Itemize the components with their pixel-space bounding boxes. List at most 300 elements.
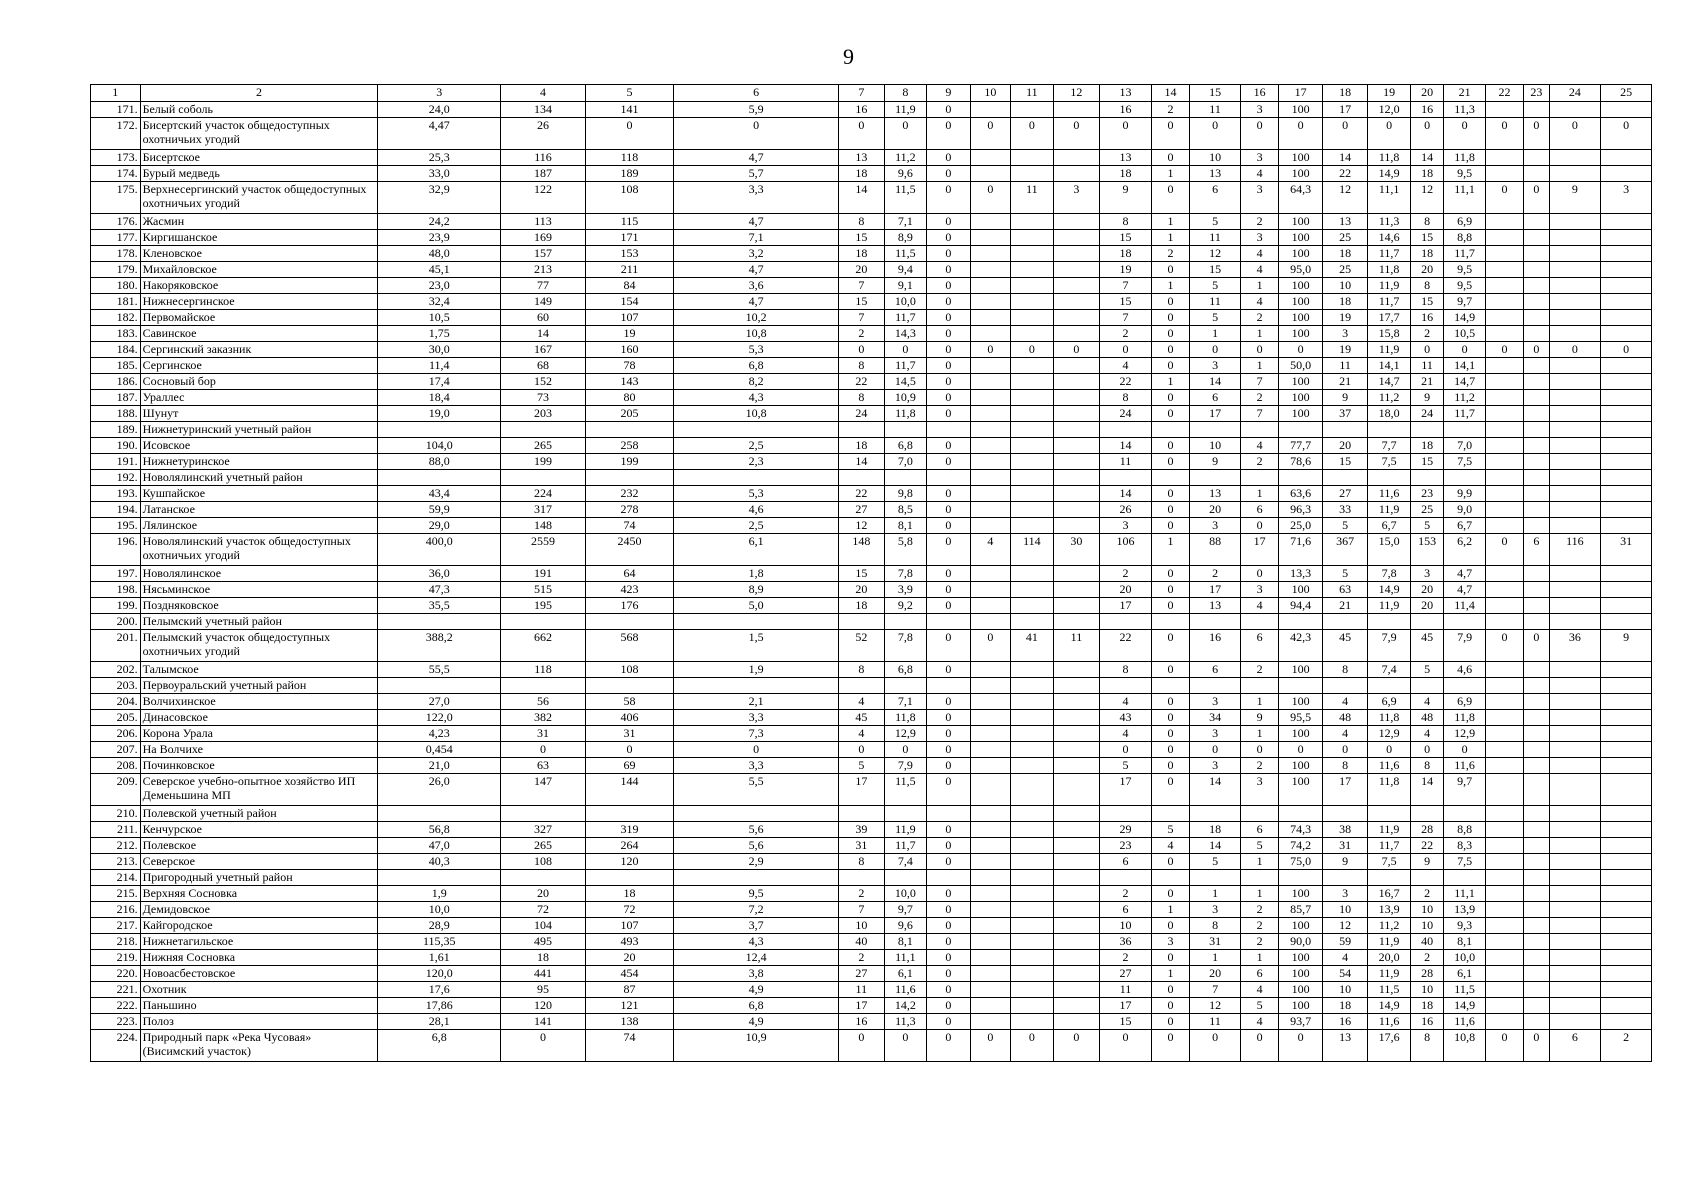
table-cell: 113 <box>500 214 585 230</box>
table-cell: 2 <box>1190 566 1241 582</box>
row-number: 184. <box>91 342 141 358</box>
table-cell <box>1524 502 1549 518</box>
row-number: 207. <box>91 742 141 758</box>
table-cell: 23,0 <box>378 278 500 294</box>
table-cell <box>1053 582 1100 598</box>
table-cell: 11 <box>1011 182 1054 214</box>
table-cell: 73 <box>500 390 585 406</box>
table-cell: 3 <box>1240 582 1278 598</box>
table-cell <box>1240 614 1278 630</box>
table-cell: 5 <box>1240 838 1278 854</box>
table-cell: 0 <box>1151 294 1189 310</box>
table-cell <box>1524 694 1549 710</box>
table-cell: 6,7 <box>1444 518 1486 534</box>
table-cell <box>1053 694 1100 710</box>
table-cell <box>586 422 674 438</box>
row-number: 216. <box>91 902 141 918</box>
column-header: 2 <box>140 85 378 102</box>
table-cell: 11,8 <box>884 406 927 422</box>
row-number: 195. <box>91 518 141 534</box>
table-cell: 72 <box>586 902 674 918</box>
table-cell <box>1444 422 1486 438</box>
table-cell: 31 <box>500 726 585 742</box>
table-cell <box>1485 294 1523 310</box>
table-cell: 2 <box>1240 902 1278 918</box>
table-cell: 0 <box>927 742 971 758</box>
table-cell: 100 <box>1279 326 1323 342</box>
row-number: 181. <box>91 294 141 310</box>
table-row <box>91 390 1652 406</box>
table-cell: 9,4 <box>884 262 927 278</box>
table-cell <box>1601 390 1652 406</box>
table-cell <box>1524 582 1549 598</box>
table-cell: 4,7 <box>674 294 839 310</box>
table-row <box>91 166 1652 182</box>
table-cell: 11,8 <box>1368 774 1411 806</box>
table-cell: 19 <box>1322 342 1368 358</box>
table-cell: 3,3 <box>674 710 839 726</box>
table-row <box>91 182 1652 214</box>
table-cell: 50,0 <box>1279 358 1323 374</box>
table-cell: 0 <box>1524 118 1549 150</box>
table-cell: 11,4 <box>1444 598 1486 614</box>
table-cell <box>1011 246 1054 262</box>
table-cell: 154 <box>586 294 674 310</box>
table-cell <box>1601 406 1652 422</box>
table-cell <box>674 806 839 822</box>
table-cell <box>1601 742 1652 758</box>
table-cell <box>970 870 1010 886</box>
table-cell: 11,9 <box>1368 934 1411 950</box>
table-cell: 10,5 <box>378 310 500 326</box>
table-cell: 141 <box>586 102 674 118</box>
table-cell: 18 <box>1322 246 1368 262</box>
table-cell: 0 <box>674 742 839 758</box>
table-cell: 0 <box>839 342 885 358</box>
table-cell: 4 <box>839 694 885 710</box>
table-cell: 59 <box>1322 934 1368 950</box>
table-cell: 4 <box>1322 726 1368 742</box>
table-cell <box>1053 950 1100 966</box>
table-cell: 3 <box>1190 902 1241 918</box>
table-cell <box>1601 422 1652 438</box>
table-cell: 20 <box>500 886 585 902</box>
table-cell: 27 <box>1100 966 1152 982</box>
table-cell <box>927 870 971 886</box>
table-cell: 5 <box>1100 758 1152 774</box>
table-cell <box>1485 998 1523 1014</box>
table-cell <box>674 870 839 886</box>
table-cell: 11,8 <box>1368 262 1411 278</box>
table-cell: 19 <box>586 326 674 342</box>
table-cell: 27 <box>1322 486 1368 502</box>
table-cell: 9,7 <box>1444 294 1486 310</box>
table-cell <box>1485 470 1523 486</box>
table-cell <box>1524 406 1549 422</box>
table-cell <box>927 470 971 486</box>
table-cell: 20 <box>1322 438 1368 454</box>
table-cell: 34 <box>1190 710 1241 726</box>
table-cell <box>1601 758 1652 774</box>
table-cell <box>1601 918 1652 934</box>
table-cell: 5 <box>1190 214 1241 230</box>
table-cell: 14 <box>1100 438 1152 454</box>
table-cell <box>1549 694 1601 710</box>
table-cell: 9,3 <box>1444 918 1486 934</box>
ground-name: Бурый медведь <box>140 166 378 182</box>
table-cell: 8 <box>1100 390 1152 406</box>
table-cell <box>1485 854 1523 870</box>
table-cell <box>1279 678 1323 694</box>
table-cell: 108 <box>586 662 674 678</box>
table-cell: 0 <box>927 326 971 342</box>
ground-name: Верхняя Сосновка <box>140 886 378 902</box>
table-row <box>91 214 1652 230</box>
table-cell <box>1240 422 1278 438</box>
table-cell <box>970 166 1010 182</box>
table-cell <box>1601 822 1652 838</box>
table-cell: 2 <box>1151 246 1189 262</box>
table-cell <box>1549 486 1601 502</box>
column-header: 23 <box>1524 85 1549 102</box>
table-cell: 0 <box>1601 342 1652 358</box>
table-cell <box>970 982 1010 998</box>
table-cell: 115 <box>586 214 674 230</box>
table-cell: 0 <box>1151 358 1189 374</box>
table-cell <box>1053 278 1100 294</box>
table-cell: 4,6 <box>1444 662 1486 678</box>
table-cell: 31 <box>1601 534 1652 566</box>
table-cell <box>1601 566 1652 582</box>
table-cell <box>1485 358 1523 374</box>
table-cell: 93,7 <box>1279 1014 1323 1030</box>
table-cell <box>970 1014 1010 1030</box>
table-cell <box>1601 806 1652 822</box>
table-cell: 107 <box>586 310 674 326</box>
table-cell <box>1524 310 1549 326</box>
table-cell: 0 <box>1151 518 1189 534</box>
table-cell: 9,6 <box>884 166 927 182</box>
table-cell: 143 <box>586 374 674 390</box>
table-cell <box>1485 598 1523 614</box>
table-cell <box>1524 886 1549 902</box>
table-cell: 11,7 <box>884 358 927 374</box>
table-cell <box>1322 870 1368 886</box>
table-cell <box>1549 262 1601 278</box>
table-cell <box>1601 982 1652 998</box>
table-cell: 4,7 <box>674 262 839 278</box>
table-cell: 12,0 <box>1368 102 1411 118</box>
table-cell: 52 <box>839 630 885 662</box>
table-cell <box>1011 502 1054 518</box>
table-cell: 10,0 <box>884 294 927 310</box>
table-cell: 232 <box>586 486 674 502</box>
table-cell <box>1322 470 1368 486</box>
table-cell <box>1100 422 1152 438</box>
table-cell <box>1100 870 1152 886</box>
table-cell: 3 <box>1410 566 1443 582</box>
table-cell: 16 <box>1100 102 1152 118</box>
table-cell: 18 <box>500 950 585 966</box>
table-cell <box>1011 758 1054 774</box>
table-cell <box>839 870 885 886</box>
table-cell <box>1524 1014 1549 1030</box>
table-cell <box>1053 854 1100 870</box>
table-cell: 87 <box>586 982 674 998</box>
table-cell: 11 <box>1190 102 1241 118</box>
table-cell: 6 <box>1240 502 1278 518</box>
table-cell <box>1322 614 1368 630</box>
table-cell: 23 <box>1410 486 1443 502</box>
column-header: 15 <box>1190 85 1241 102</box>
table-cell: 0 <box>927 630 971 662</box>
table-cell <box>1524 966 1549 982</box>
ground-name: Михайловское <box>140 262 378 278</box>
table-cell: 6,8 <box>674 998 839 1014</box>
table-cell: 11,1 <box>884 950 927 966</box>
table-cell <box>1011 694 1054 710</box>
table-cell: 2,5 <box>674 518 839 534</box>
table-cell <box>1549 278 1601 294</box>
table-cell: 8 <box>1190 918 1241 934</box>
table-cell: 1 <box>1151 166 1189 182</box>
table-cell: 18 <box>839 438 885 454</box>
table-cell: 14,2 <box>884 998 927 1014</box>
row-number: 210. <box>91 806 141 822</box>
table-cell: 56 <box>500 694 585 710</box>
table-cell: 7 <box>1240 406 1278 422</box>
table-cell: 17 <box>839 774 885 806</box>
table-cell: 12 <box>839 518 885 534</box>
table-cell <box>1011 1014 1054 1030</box>
table-cell <box>1190 806 1241 822</box>
table-cell: 36,0 <box>378 566 500 582</box>
table-cell <box>1053 454 1100 470</box>
table-cell: 16 <box>1410 102 1443 118</box>
table-cell: 0 <box>1151 742 1189 758</box>
table-cell <box>586 678 674 694</box>
table-cell: 74 <box>586 518 674 534</box>
table-cell <box>884 678 927 694</box>
table-cell: 4 <box>1240 262 1278 278</box>
table-cell <box>970 742 1010 758</box>
table-cell: 85,7 <box>1279 902 1323 918</box>
table-cell <box>1011 406 1054 422</box>
table-cell <box>1549 934 1601 950</box>
table-cell: 74,3 <box>1279 822 1323 838</box>
table-cell: 77,7 <box>1279 438 1323 454</box>
table-cell: 11,7 <box>1368 294 1411 310</box>
table-cell: 0 <box>1444 118 1486 150</box>
table-cell <box>1053 726 1100 742</box>
table-cell <box>1601 886 1652 902</box>
table-cell: 4 <box>1100 694 1152 710</box>
table-cell: 7,5 <box>1444 454 1486 470</box>
table-cell: 0 <box>927 278 971 294</box>
table-cell: 31 <box>1190 934 1241 950</box>
table-row <box>91 614 1652 630</box>
table-cell: 27,0 <box>378 694 500 710</box>
table-cell: 47,0 <box>378 838 500 854</box>
table-cell <box>1322 678 1368 694</box>
table-cell <box>1011 566 1054 582</box>
table-cell: 12 <box>1322 182 1368 214</box>
table-cell: 9,5 <box>1444 262 1486 278</box>
table-cell: 493 <box>586 934 674 950</box>
table-cell: 1 <box>1240 326 1278 342</box>
table-cell <box>1100 678 1152 694</box>
table-cell: 0 <box>927 102 971 118</box>
table-cell: 104 <box>500 918 585 934</box>
table-cell <box>1549 390 1601 406</box>
table-cell: 10,9 <box>674 1030 839 1062</box>
table-cell: 2 <box>839 886 885 902</box>
table-cell <box>1011 102 1054 118</box>
table-cell: 0 <box>1151 118 1189 150</box>
table-cell: 100 <box>1279 294 1323 310</box>
table-cell: 7,1 <box>884 694 927 710</box>
table-cell: 2 <box>1240 454 1278 470</box>
table-cell: 4 <box>1322 950 1368 966</box>
table-cell: 0 <box>927 598 971 614</box>
table-cell: 1 <box>1190 950 1241 966</box>
table-cell: 17,7 <box>1368 310 1411 326</box>
table-cell: 0 <box>1279 118 1323 150</box>
table-cell: 120 <box>500 998 585 1014</box>
table-cell: 11,9 <box>884 822 927 838</box>
table-cell: 4,7 <box>1444 582 1486 598</box>
table-cell: 0 <box>1151 182 1189 214</box>
table-cell <box>1485 710 1523 726</box>
table-cell: 1 <box>1240 358 1278 374</box>
table-cell: 17 <box>1100 774 1152 806</box>
table-cell: 9,7 <box>884 902 927 918</box>
ground-name: Сосновый бор <box>140 374 378 390</box>
table-cell <box>1011 598 1054 614</box>
table-cell: 11,9 <box>1368 598 1411 614</box>
table-cell: 0 <box>927 118 971 150</box>
table-cell <box>1601 774 1652 806</box>
table-cell: 58 <box>586 694 674 710</box>
ground-name: Сергинское <box>140 358 378 374</box>
table-cell: 8,3 <box>1444 838 1486 854</box>
table-cell: 0 <box>927 838 971 854</box>
table-cell: 1 <box>1190 886 1241 902</box>
table-cell: 6,1 <box>1444 966 1486 982</box>
table-cell <box>1549 102 1601 118</box>
table-row <box>91 502 1652 518</box>
table-cell: 0 <box>1053 342 1100 358</box>
table-cell: 11 <box>1100 454 1152 470</box>
table-cell: 24 <box>1410 406 1443 422</box>
table-cell: 26 <box>500 118 585 150</box>
row-number: 200. <box>91 614 141 630</box>
table-cell: 6 <box>1524 534 1549 566</box>
table-cell <box>1549 902 1601 918</box>
table-cell: 1,9 <box>674 662 839 678</box>
table-cell <box>1485 422 1523 438</box>
table-cell <box>1601 310 1652 326</box>
table-cell: 10,8 <box>1444 1030 1486 1062</box>
table-cell <box>1601 870 1652 886</box>
table-cell: 0 <box>1151 1030 1189 1062</box>
table-cell <box>927 614 971 630</box>
table-cell <box>1368 614 1411 630</box>
table-cell <box>1485 694 1523 710</box>
table-cell: 10 <box>1410 902 1443 918</box>
table-cell <box>1485 502 1523 518</box>
table-cell: 0 <box>927 886 971 902</box>
row-number: 202. <box>91 662 141 678</box>
table-cell: 24,0 <box>378 102 500 118</box>
table-cell: 14 <box>1410 150 1443 166</box>
table-cell: 2,1 <box>674 694 839 710</box>
table-cell: 0 <box>1549 342 1601 358</box>
table-row <box>91 534 1652 566</box>
table-cell: 16 <box>1410 310 1443 326</box>
table-cell <box>1485 582 1523 598</box>
table-cell: 0 <box>1100 342 1152 358</box>
table-cell: 39 <box>839 822 885 838</box>
table-cell <box>1549 998 1601 1014</box>
table-cell: 40,3 <box>378 854 500 870</box>
table-cell: 12,9 <box>884 726 927 742</box>
table-cell <box>1485 1014 1523 1030</box>
table-cell <box>1524 246 1549 262</box>
table-cell <box>1151 678 1189 694</box>
table-cell <box>1485 326 1523 342</box>
table-cell: 4,3 <box>674 390 839 406</box>
table-cell <box>1053 838 1100 854</box>
table-cell: 54 <box>1322 966 1368 982</box>
table-cell: 115,35 <box>378 934 500 950</box>
table-cell <box>1053 150 1100 166</box>
table-cell: 11,3 <box>884 1014 927 1030</box>
table-cell <box>1549 662 1601 678</box>
table-cell <box>1485 934 1523 950</box>
table-cell: 11,6 <box>1444 1014 1486 1030</box>
table-cell: 0 <box>927 726 971 742</box>
table-cell: 454 <box>586 966 674 982</box>
table-cell <box>1549 838 1601 854</box>
table-cell: 6 <box>1240 630 1278 662</box>
table-cell <box>1485 966 1523 982</box>
column-header: 17 <box>1279 85 1323 102</box>
column-header: 25 <box>1601 85 1652 102</box>
table-cell: 9,5 <box>1444 166 1486 182</box>
table-cell: 1 <box>1240 854 1278 870</box>
table-cell: 9 <box>1410 390 1443 406</box>
table-cell <box>1601 262 1652 278</box>
table-cell <box>1011 966 1054 982</box>
table-cell: 0 <box>1151 726 1189 742</box>
table-cell: 9 <box>1549 182 1601 214</box>
table-cell: 90,0 <box>1279 934 1323 950</box>
table-cell: 41 <box>1011 630 1054 662</box>
table-cell: 18 <box>1322 998 1368 1014</box>
ground-name: Лялинское <box>140 518 378 534</box>
table-cell: 71,6 <box>1279 534 1323 566</box>
table-cell: 0 <box>927 502 971 518</box>
table-cell <box>1485 518 1523 534</box>
table-cell <box>1601 454 1652 470</box>
table-cell: 45 <box>839 710 885 726</box>
table-cell <box>1053 742 1100 758</box>
table-cell <box>586 870 674 886</box>
table-cell: 9,0 <box>1444 502 1486 518</box>
table-cell <box>1549 566 1601 582</box>
table-cell <box>1053 918 1100 934</box>
